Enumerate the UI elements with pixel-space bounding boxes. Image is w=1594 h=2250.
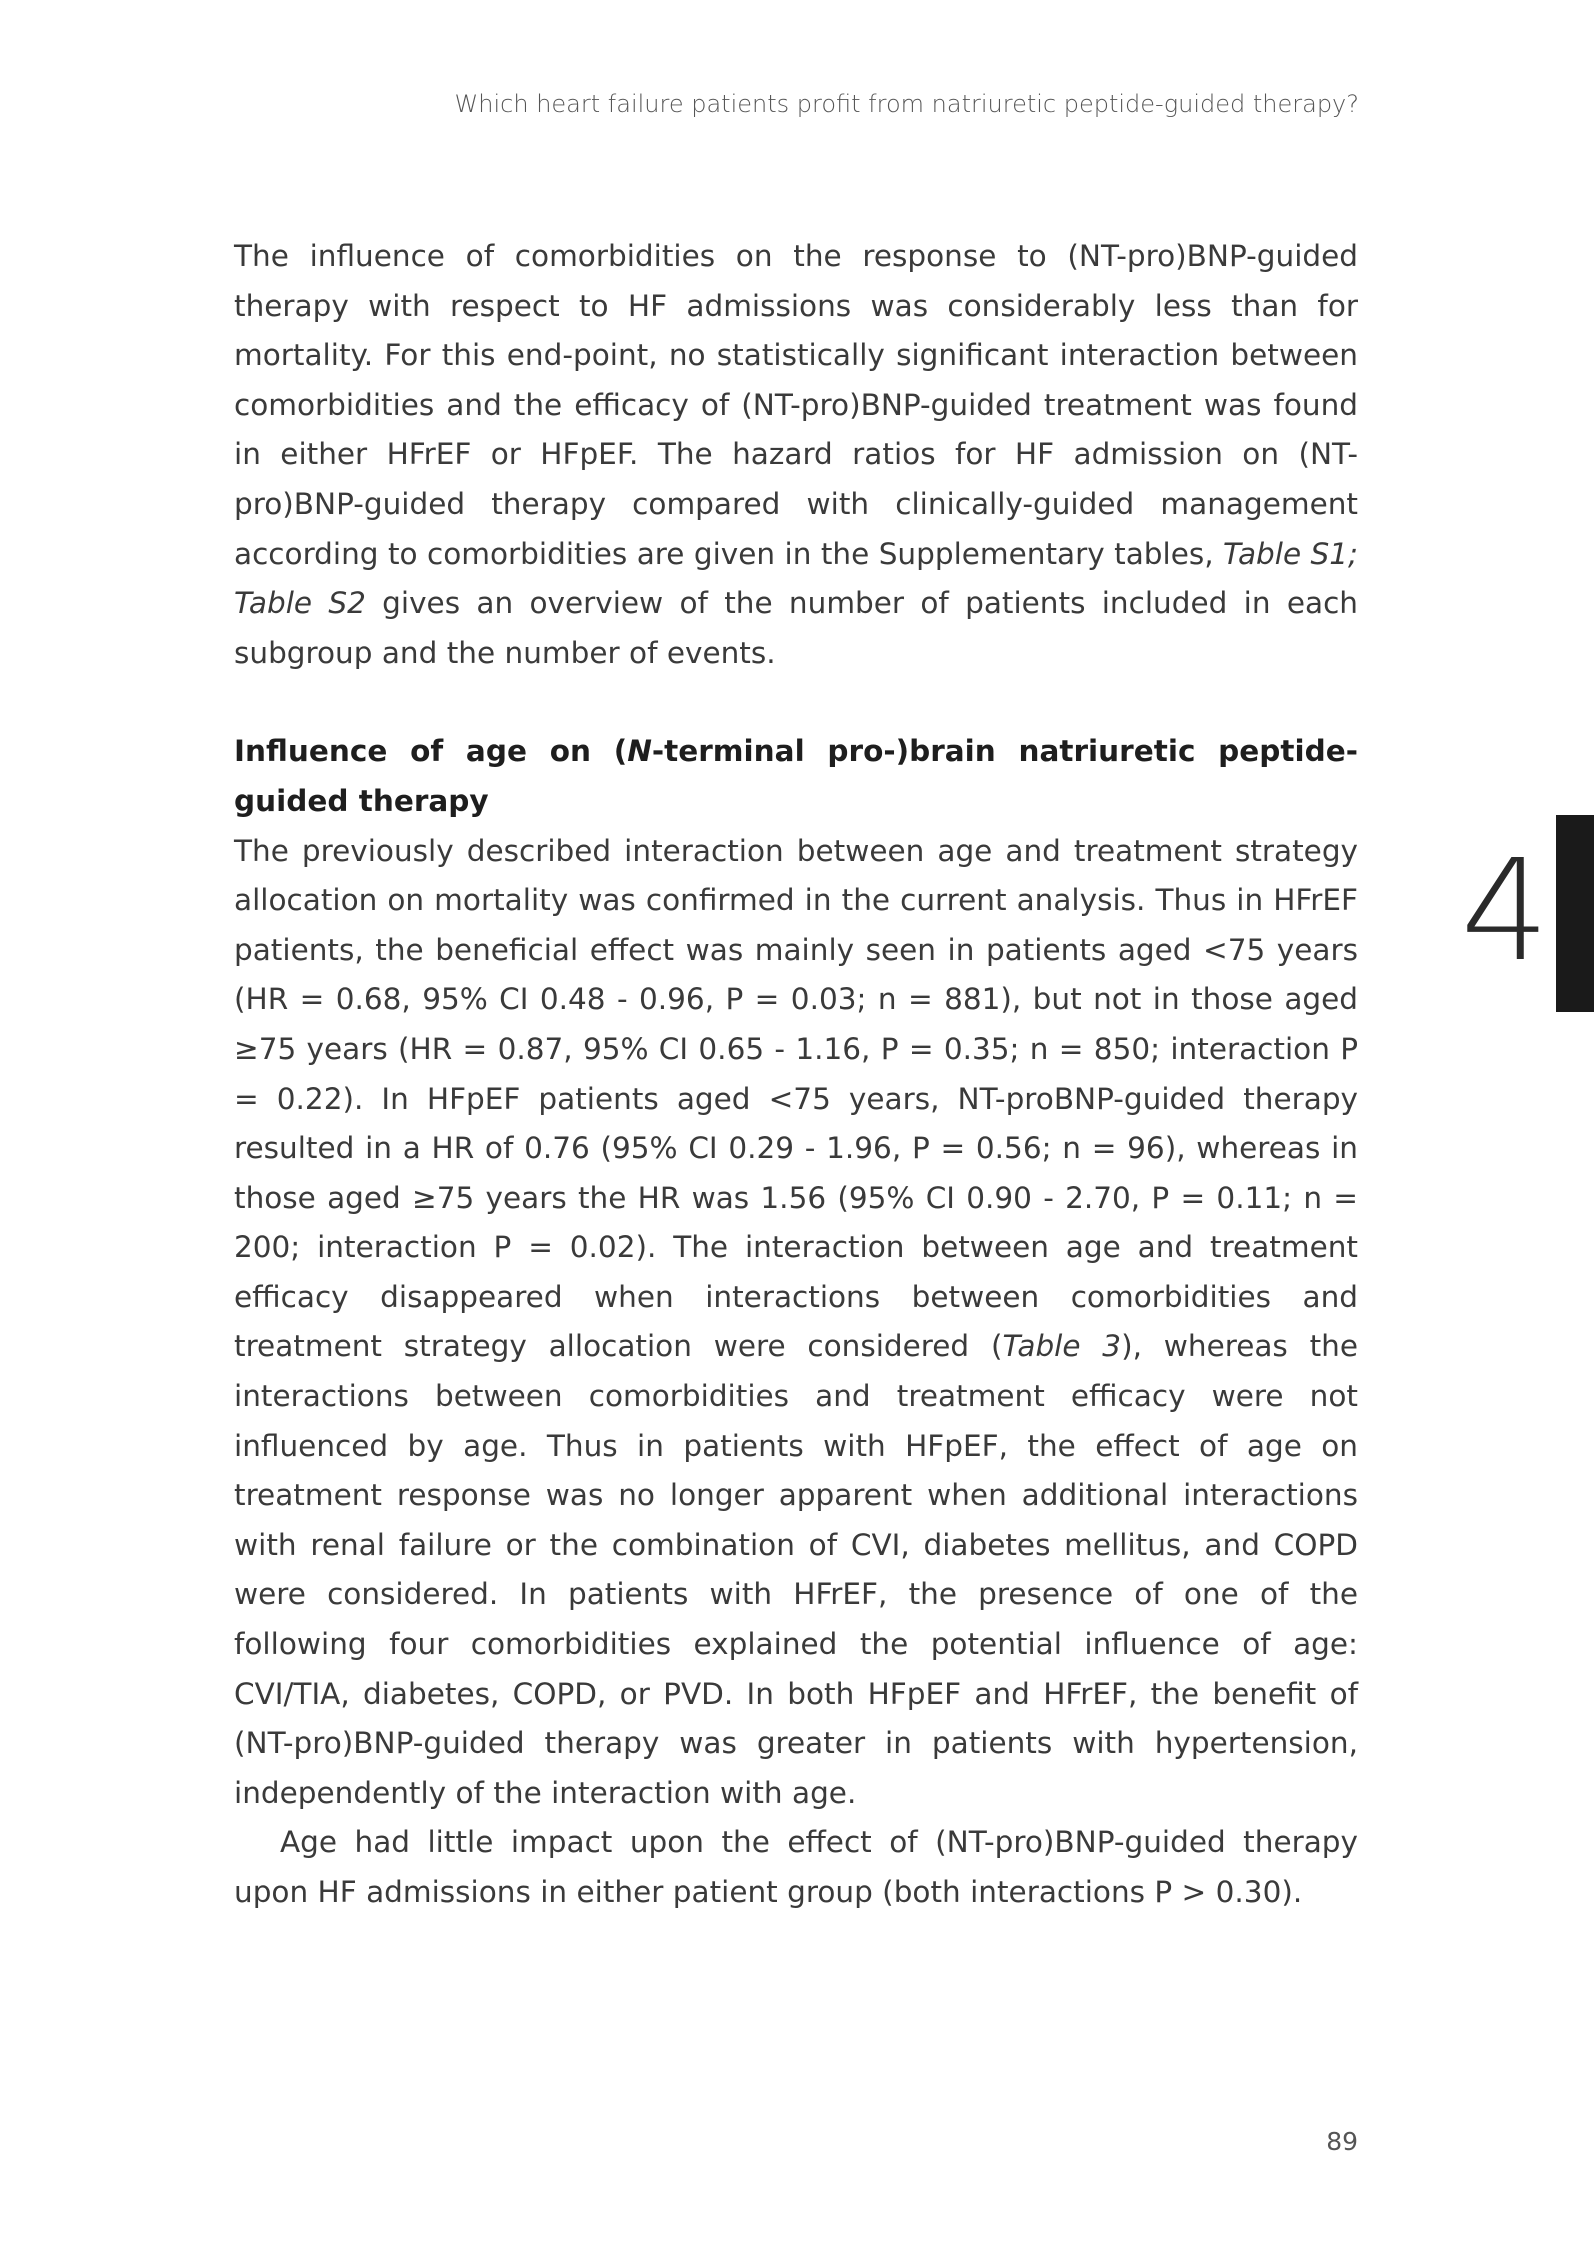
chapter-number: 4 bbox=[1460, 830, 1550, 993]
heading-text: Influence of age on ( bbox=[234, 734, 628, 769]
table-reference: Table 3 bbox=[1002, 1329, 1122, 1364]
paragraph-hf-admissions-age: Age had little impact upon the effect of (NT-pro)BNP-guided therapy upon HF admissions in either patient group (both interactions P > 0.30). bbox=[234, 1825, 1358, 1909]
chapter-tab-marker bbox=[1556, 815, 1594, 1012]
section-heading bbox=[234, 727, 1358, 826]
heading-text: -terminal pro-)brain natriuretic peptide-guided therapy bbox=[234, 734, 1358, 818]
main-text bbox=[234, 232, 1358, 1918]
running-header: Which heart failure patients profit from natriuretic peptide-guided therapy? bbox=[454, 90, 1359, 118]
paragraph-text: gives an overview of the number of patients included in each subgroup and the number of events. bbox=[234, 586, 1358, 670]
paragraph-text: ), whereas the interactions between comorbidities and treatment efficacy were not influenced by age. Thus in patients with HFpEF, the effect of age on treatment response was no longer apparent when additional interactions with renal failure or the combination of CVI, diabetes mellitus, and COPD were considered. In patients with HFrEF, the presence of one of the following four comorbidities explained the potential influence of age: CVI/TIA, diabetes, COPD, or PVD. In both HFpEF and HFrEF, the benefit of (NT-pro)BNP-guided therapy was greater in patients with hypertension, independently of the interaction with age. bbox=[234, 1329, 1358, 1810]
paragraph-text: The influence of comorbidities on the response to (NT-pro)BNP-guided therapy with respect to HF admissions was considerably less than for mortality. For this end-point, no statistically significant interaction between comorbidities and the efficacy of (NT-pro)BNP-guided treatment was found in either HFrEF or HFpEF. The hazard ratios for HF admission on (NT-pro)BNP-guided therapy compared with clinically-guided management according to comorbidities are given in the Supplementary tables, bbox=[234, 239, 1358, 571]
paragraph-age-interaction bbox=[234, 827, 1358, 1819]
table-reference: Table S1; Table S2 bbox=[234, 536, 1358, 621]
paragraph-hf-admissions bbox=[234, 232, 1358, 678]
page-number: 89 bbox=[1326, 2127, 1358, 2156]
paragraph-text: The previously described interaction between age and treatment strategy allocation on mortality was confirmed in the current analysis. Thus in HFrEF patients, the beneficial effect was mainly seen in patients aged <75 years (HR = 0.68, 95% CI 0.48 - 0.96, P = 0.03; n = 881), but not in those aged ≥75 years (HR = 0.87, 95% CI 0.65 - 1.16, P = 0.35; n = 850; interaction P = 0.22). In HFpEF patients aged <75 years, NT-proBNP-guided therapy resulted in a HR of 0.76 (95% CI 0.29 - 1.96, P = 0.56; n = 96), whereas in those aged ≥75 years the HR was 1.56 (95% CI 0.90 - 2.70, P = 0.11; n = 200; interaction P = 0.02). The interaction between age and treatment efficacy disappeared when interactions between comorbidities and treatment strategy allocation were considered ( bbox=[234, 833, 1358, 1364]
heading-italic: N bbox=[627, 734, 652, 769]
